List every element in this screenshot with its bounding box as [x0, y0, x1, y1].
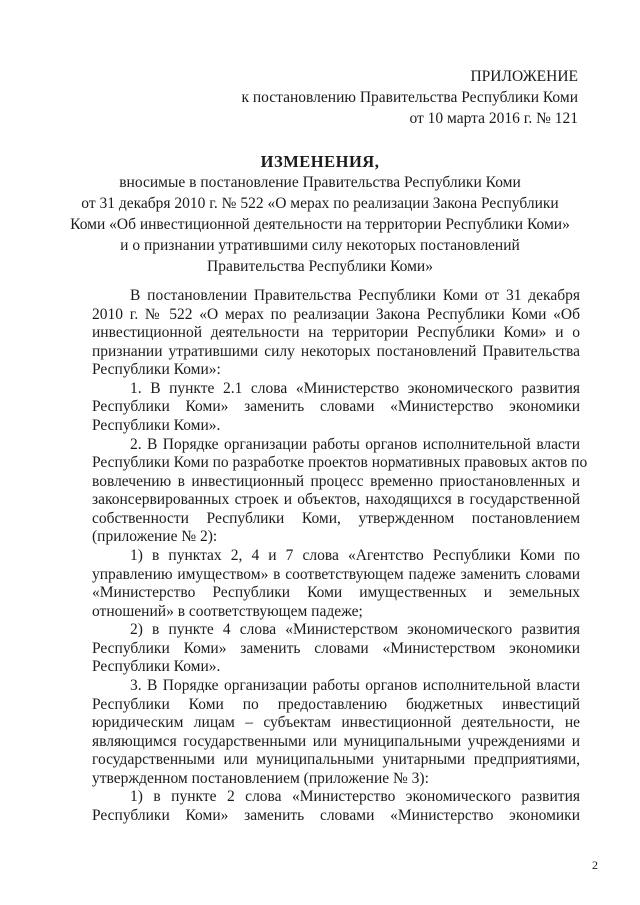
- document-title: ИЗМЕНЕНИЯ,: [260, 152, 380, 171]
- body-line: государственными или муниципальными унитарными предприятиями,: [92, 751, 580, 768]
- body-line: Республики Коми» заменить словами «Министерство экономики: [92, 807, 580, 824]
- body-line: Республики Коми».: [92, 658, 221, 675]
- appendix-reference: к постановлению Правительства Республики Коми: [241, 89, 578, 106]
- body-line: (приложение № 2):: [92, 528, 218, 545]
- body-line: законсервированных строек и объектов, находящихся в государственной: [92, 491, 580, 508]
- body-line: отношений» в соответствующем падеже;: [92, 603, 363, 620]
- body-line: признании утратившими силу некоторых постановлений Правительства: [92, 343, 580, 360]
- title-subline: Правительства Республики Коми»: [207, 258, 433, 275]
- body-line: являющимся государственными или муниципальными учреждениями и: [92, 733, 580, 750]
- title-subline: и о признании утратившими силу некоторых постановлений: [120, 237, 520, 254]
- appendix-label: ПРИЛОЖЕНИЕ: [470, 68, 578, 85]
- body-line: Республики Коми по разработке проектов нормативных правовых актов по: [92, 454, 588, 471]
- body-line: 1) в пункте 2 слова «Министерство экономического развития: [130, 788, 580, 805]
- title-subline: от 31 декабря 2010 г. № 522 «О мерах по реализации Закона Республики: [81, 195, 559, 212]
- appendix-date: от 10 марта 2016 г. № 121: [409, 110, 578, 127]
- body-line: управлению имуществом» в соответствующем падеже заменить словами: [92, 566, 580, 583]
- body-line: Республики Коми».: [92, 417, 221, 434]
- body-line: 3. В Порядке организации работы органов исполнительной власти: [130, 677, 580, 694]
- body-line: инвестиционной деятельности на территории Республики Коми» и о: [92, 324, 580, 341]
- body-line: Республики Коми» заменить словами «Министерством экономики: [92, 640, 580, 657]
- body-line: 1. В пункте 2.1 слова «Министерство экономического развития: [130, 380, 580, 397]
- body-line: 2. В Порядке организации работы органов исполнительной власти: [130, 436, 580, 453]
- body-line: В постановлении Правительства Республики Коми от 31 декабря: [130, 287, 580, 304]
- body-line: 1) в пунктах 2, 4 и 7 слова «Агентство Республики Коми по: [130, 547, 580, 564]
- body-line: вовлечению в инвестиционный процесс временно приостановленных и: [92, 473, 580, 490]
- title-subline: вносимые в постановление Правительства Республики Коми: [119, 174, 521, 191]
- body-line: «Министерство Республики Коми имущественных и земельных: [92, 584, 580, 601]
- body-line: Республики Коми» заменить словами «Министерство экономики: [92, 398, 580, 415]
- body-line: Республики Коми по предоставлению бюджетных инвестиций: [92, 696, 580, 713]
- body-line: собственности Республики Коми, утвержденном постановлением: [92, 510, 580, 527]
- page-number: 2: [592, 858, 598, 872]
- body-line: юридическим лицам – субъектам инвестиционной деятельности, не: [92, 714, 580, 731]
- body-line: утвержденном постановлением (приложение № 3):: [92, 770, 429, 787]
- title-subline: Коми «Об инвестиционной деятельности на территории Республики Коми»: [70, 216, 570, 233]
- body-line: 2) в пункте 4 слова «Министерством экономического развития: [130, 621, 580, 638]
- body-line: Республики Коми»:: [92, 361, 221, 378]
- body-line: 2010 г. № 522 «О мерах по реализации Закона Республики Коми «Об: [92, 306, 580, 323]
